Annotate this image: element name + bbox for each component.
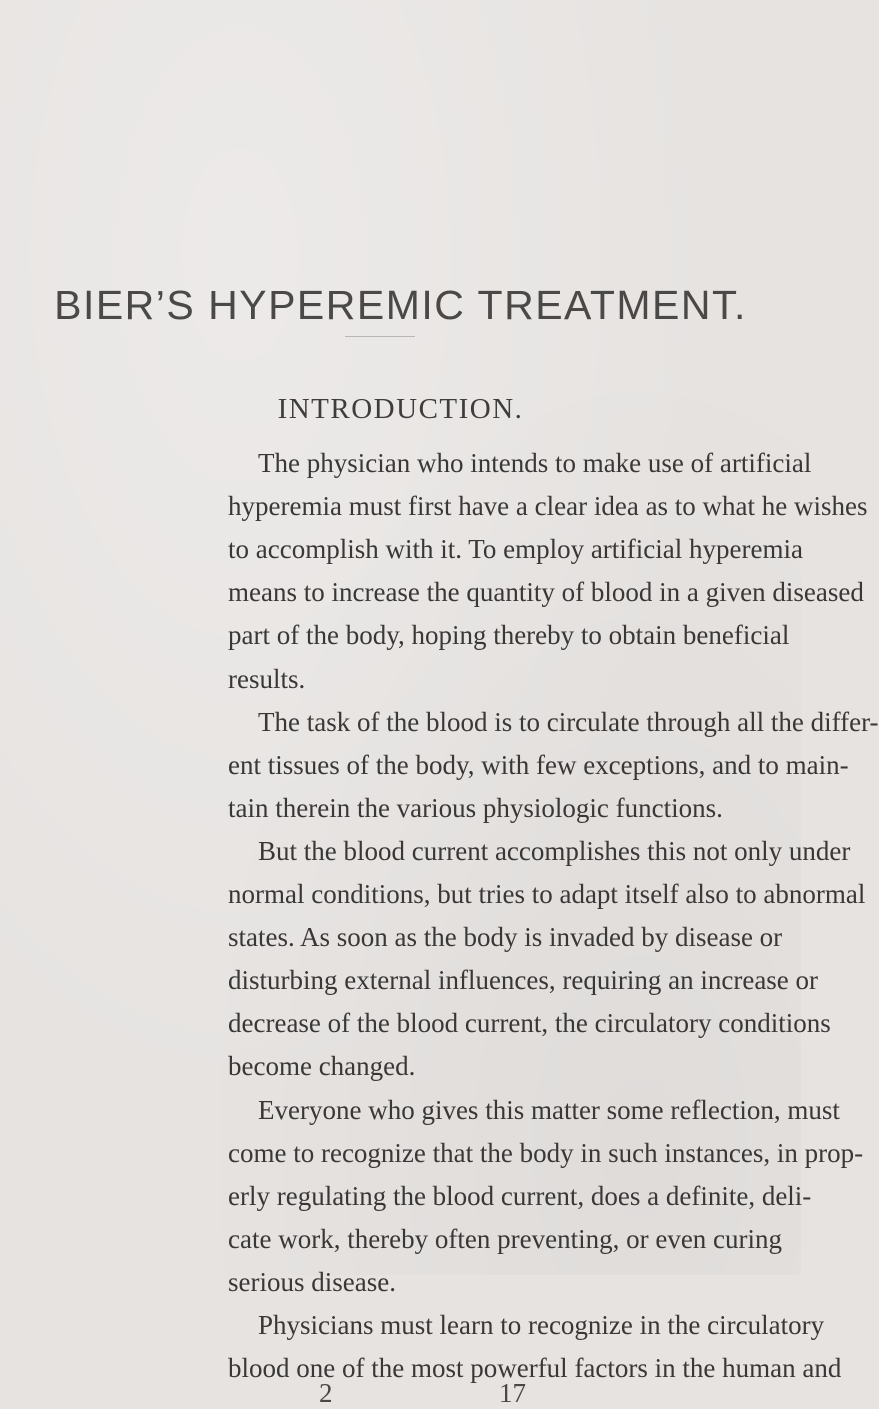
text-line: The task of the blood is to circulate through all the differ- [258,706,879,737]
text-line: Physicians must learn to recognize in the circulatory [258,1310,825,1340]
text-line: hyperemia must first have a clear idea as to what he wishes [228,491,868,522]
page-number: 17 [499,1378,526,1409]
signature-mark: 2 [319,1378,333,1409]
text-line: disturbing external influences, requiring an increase or [228,965,819,996]
text-line: The physician who intends to make use of artificial [258,448,812,478]
text-line: means to increase the quantity of blood in a given diseased [228,577,864,608]
text-line: decrease of the blood current, the circulatory conditions [228,1008,831,1039]
text-line: become changed. [228,1051,416,1082]
running-title: BIER’S HYPEREMIC TREATMENT. [54,282,747,328]
text-line: erly regulating the blood current, does a definite, deli- [228,1180,812,1211]
text-line: cate work, thereby often preventing, or even curing [228,1223,783,1254]
text-line: Everyone who gives this matter some reflection, must [258,1094,840,1125]
text-line: results. [228,663,306,694]
title-rule [345,336,415,337]
section-heading: INTRODUCTION. [277,393,524,425]
text-line: normal conditions, but tries to adapt itself also to abnormal [228,879,866,909]
text-line: come to recognize that the body in such instances, in prop- [228,1137,864,1168]
text-line: to accomplish with it. To employ artificial hyperemia [228,534,803,565]
text-line: serious disease. [228,1266,396,1297]
text-line: blood one of the most powerful factors in the human and [228,1353,842,1384]
text-line: But the blood current accomplishes this not only under [258,835,851,866]
text-line: ent tissues of the body, with few exceptions, and to main- [228,749,849,780]
text-line: part of the body, hoping thereby to obtain beneficial [228,620,790,651]
text-line: tain therein the various physiologic functions. [228,792,723,823]
text-line: states. As soon as the body is invaded by disease or [228,922,783,953]
